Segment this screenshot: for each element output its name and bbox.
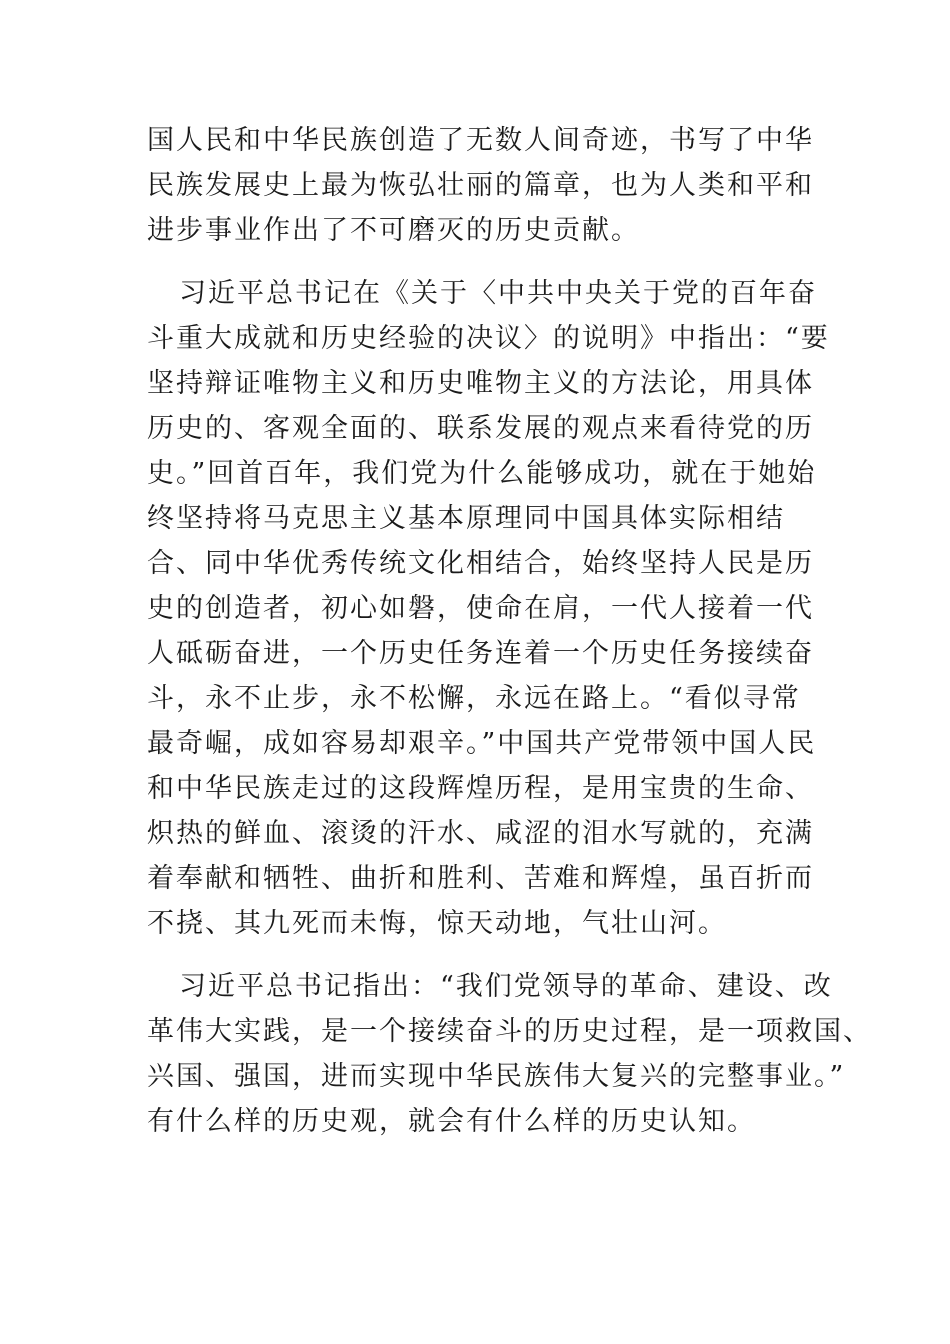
text-line: 合、同中华优秀传统文化相结合，始终坚持人民是历: [147, 548, 814, 579]
text-line: 坚持辩证唯物主义和历史唯物主义的方法论，用具体: [147, 368, 814, 399]
text-line: 最奇崛，成如容易却艰辛。”中国共产党带领中国人民: [147, 728, 817, 759]
paragraph-spacer: [147, 946, 847, 964]
body-text: [147, 118, 872, 1144]
paragraph-2: [147, 271, 847, 946]
text-line: 有什么样的历史观，就会有什么样的历史认知。: [147, 1106, 756, 1137]
text-line: 进步事业作出了不可磨灭的历史贡献。: [147, 215, 640, 246]
text-line: 和中华民族走过的这段辉煌历程，是用宝贵的生命、: [147, 773, 814, 804]
text-line: 民族发展史上最为恢弘壮丽的篇章，也为人类和平和: [147, 170, 814, 201]
text-line: 国人民和中华民族创造了无数人间奇迹，书写了中华: [147, 125, 814, 156]
text-line: 终坚持将马克思主义基本原理同中国具体实际相结: [147, 503, 785, 534]
paragraph-3: [147, 964, 872, 1144]
text-line: 革伟大实践，是一个接续奋斗的历史过程，是一项救国、: [147, 1016, 872, 1047]
text-line: 着奉献和牺牲、曲折和胜利、苦难和辉煌，虽百折而: [147, 863, 814, 894]
text-line: 斗重大成就和历史经验的决议〉的说明》中指出：“要: [147, 323, 830, 354]
text-line: 兴国、强国，进而实现中华民族伟大复兴的完整事业。”: [147, 1061, 846, 1092]
text-line: 人砥砺奋进，一个历史任务连着一个历史任务接续奋: [147, 638, 814, 669]
text-line: 史的创造者，初心如磐，使命在肩，一代人接着一代: [147, 593, 814, 624]
text-line: 习近平总书记指出：“我们党领导的革命、建设、改: [179, 971, 833, 1002]
text-line: 习近平总书记在《关于〈中共中央关于党的百年奋: [179, 278, 817, 309]
text-line: 斗，永不止步，永不松懈，永远在路上。“看似寻常: [147, 683, 801, 714]
text-line: 史。”回首百年，我们党为什么能够成功，就在于她始: [147, 458, 817, 489]
text-line: 炽热的鲜血、滚烫的汗水、咸涩的泪水写就的，充满: [147, 818, 814, 849]
text-line: 不挠、其九死而未悔，惊天动地，气壮山河。: [147, 908, 727, 939]
paragraph-spacer: [147, 253, 847, 271]
paragraph-1: [147, 118, 847, 253]
text-line: 历史的、客观全面的、联系发展的观点来看待党的历: [147, 413, 814, 444]
